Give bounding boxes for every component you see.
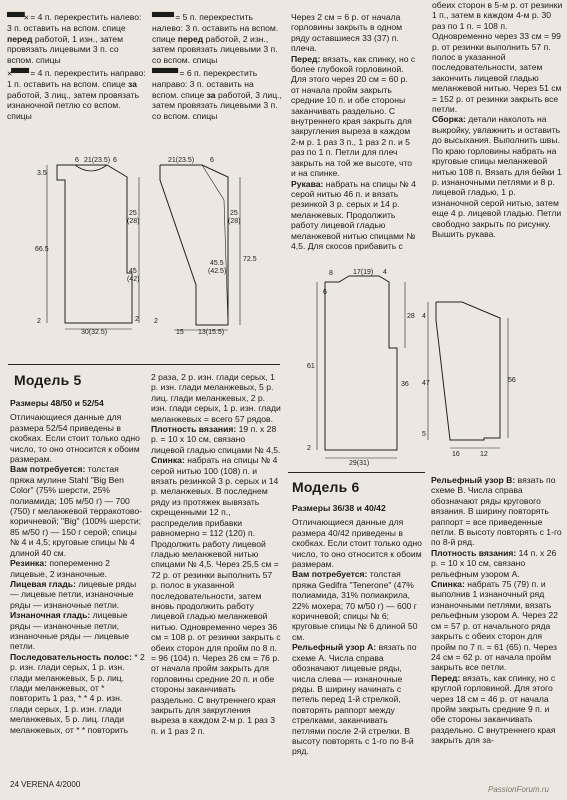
dim-label: 45 — [129, 268, 137, 275]
dim-label: 4 — [422, 313, 426, 320]
pattern-diagram-sleeve-2 — [420, 290, 515, 460]
dim-label: 16 — [452, 451, 460, 458]
dim-label: 25 — [129, 210, 137, 217]
model-6-title: Модель 6 — [292, 479, 360, 495]
cable-symbol-icon: ✕▀▀▀▀ — [7, 69, 28, 80]
model-6-col-1: Размеры 36/38 и 40/42 Отличающиеся данные для размера 40/42 приведены в скобках. Если стоит только одно число, то оно относится к обоим размерам. Вам потребуется: толстая пряжа Gedifra "Tenerone" (47% полиамида, 31% полиакрила, 22% мохера; 70 м/50 г) — 600 г коричневой; спицы № 6; круговые спицы № 6 длиной 50 см. Рельефный узор A: вязать по схеме A. Числа справа обозначают лицевые ряды, числа слева — изнаночные ряды. В ширину начинать с петель перед 1-й стрелкой, повторять раппорт между стрелками, заканчивать петлями после 2-й стрелки. В высоту повторять с 1-го по 8-й ряд. — [292, 503, 422, 757]
dim-label: 47 — [422, 380, 430, 387]
dim-label: 15 — [176, 329, 184, 336]
cable-symbol-icon: ▀▀▀▀✕ — [7, 13, 28, 23]
dim-label: 21(23.5) — [84, 157, 111, 164]
dim-label: (28) — [127, 218, 140, 225]
cable-legend-4: ▀▀▀▀▀▀ = 6 п. перекрестить направо: 3 п. оставить на вспом. спице за работой, 3 лиц., затем провязать лицевыми 3 п. со вспом. спицы — [152, 68, 282, 121]
model-5-col-1: Размеры 48/50 и 52/54 Отличающиеся данные для размера 52/54 приведены в скобках. Если стоит только одно число, то оно относится к обоим размерам. Вам потребуется: толстая пряжа мулине Stahl "Big Ben Color" (75% шерсти, 25% полиамида; 105 м/50 г) — 700 (750) г меланжевой терракотово-коричневой; "Big" (100% шерсти; 85 м/50 г) — 150 г серой; спицы № 4 и 4,5; круговые спицы № 4 длиной 40 см. Резинка: попеременно 2 лицевые, 2 изнаночные. Лицевая гладь: лицевые ряды — лицевые петли, изнаночные ряды — изнаночные петли. Изнаночная гладь: лицевые ряды — изнаночные петли, изнаночные ряды — лицевые петли. Последовательность полос: * 2 р. изн. глади серых, 1 р. изн. глади меланжевых, 5 р. лиц. глади меланжевых, от * повторить 1 раз, * * 4 р. изн. глади серых, 1 р. изн. глади меланжевых, 5 р. лиц. глади меланжевых, от * * повторить — [10, 398, 145, 735]
model-5-title: Модель 5 — [14, 372, 82, 388]
pattern-diagram-body — [35, 155, 150, 335]
dim-label: 66.5 — [35, 246, 49, 253]
cable-legend-2: ✕▀▀▀▀ = 4 п. перекрестить направо: 1 п. оставить на вспом. спице за работой, 3 лиц., затем провязать изнаночной петлю со вспом. спицы — [7, 68, 146, 121]
dim-label: 56 — [508, 377, 516, 384]
dim-label: 4 — [383, 269, 387, 276]
dim-label: 2 — [154, 318, 158, 325]
dim-label: 2 — [307, 445, 311, 452]
dim-label: 61 — [307, 363, 315, 370]
dim-label: 13(15.5) — [198, 329, 225, 336]
dim-label: 5 — [422, 431, 426, 438]
dim-label: 2 — [37, 318, 41, 325]
cable-symbol-icon: ▀▀▀▀▀ — [152, 13, 173, 23]
dim-label: 17(19) — [353, 269, 374, 276]
dim-label: 6 — [210, 157, 214, 164]
watermark: PassionForum.ru — [488, 785, 549, 794]
top-col-1 — [7, 12, 147, 121]
section-divider — [8, 364, 280, 365]
dim-label: 6 — [75, 157, 79, 164]
page-footer: 24 VERENA 4/2000 — [10, 780, 81, 789]
pattern-diagram-sleeve — [152, 155, 277, 335]
dim-label: 28 — [407, 313, 415, 320]
dim-label: 72.5 — [243, 256, 257, 263]
dim-label: 6 — [113, 157, 117, 164]
dim-label: (42.5) — [208, 268, 227, 275]
dim-label: 29(31) — [349, 460, 370, 467]
dim-label: (42) — [127, 276, 140, 283]
dim-label: 21(23.5) — [168, 157, 195, 164]
dim-label: 30(32.5) — [81, 329, 108, 336]
dim-label: 12 — [480, 451, 488, 458]
dim-label: 36 — [401, 381, 409, 388]
dim-label: 25 — [230, 210, 238, 217]
cable-symbol-icon: ▀▀▀▀▀▀ — [152, 69, 178, 80]
dim-label: 3.5 — [37, 170, 47, 177]
top-col-2 — [152, 12, 282, 121]
dim-label: 8 — [329, 270, 333, 277]
pattern-diagram-body-2 — [305, 268, 430, 466]
model-5-col-2: 2 раза, 2 р. изн. глади серых, 1 р. изн. глади меланжевых, 5 р. лиц. глади меланжевых, 2 р. изн. глади серых, 1 р. изн. глади меланжевых = всего 57 рядов. Плотность вязания: 19 п. x 28 р. = 10 x 10 см, связано лицевой гладью спицами № 4,5. Спинка: набрать на спицы № 4 серой нитью 100 (108) п. и вязать резинкой 3 р. серых и 14 р. меланжевых. В последнем ряду из протяжек вывязать скрещенными 12 п., распределив прибавки равномерно = 112 (120) п. Продолжить работу лицевой гладью меланжевой нитью спицами № 4,5. Через 25,5 см = 72 р. от резинки выполнить 57 р. полос в указанной последовательности, затем вновь продолжить работу лицевой гладью меланжевой нитью. Одновременно через 36 см = 108 р. от резинки закрыть с обеих сторон для пройм по 8 п. = 96 (104) п. Через 26 см = 76 р. от начала пройм закрыть для горловины средние 20 п. и обе стороны заканчивать раздельно. С внутреннего края закрыть для закругления выреза в каждом 2-м р. 1 раз 3 п. и 1 раз 2 п. — [151, 372, 281, 736]
dim-label: (28) — [228, 218, 241, 225]
cable-legend-1: ▀▀▀▀✕ = 4 п. перекрестить налево: 3 п. оставить на вспом. спице перед работой, 1 изн., затем провязать лицевыми 3 п. со вспом. спицы — [7, 12, 142, 65]
top-col-4: обеих сторон в 5-м р. от резинки 1 п., затем в каждом 4-м р. 30 раз по 1 п. = 108 п. Одновременно через 33 см = 99 р. от резинки выполнить 57 п. полос в указанной последовательности, затем закончить лицевой гладью меланжевой нитью. Через 51 см = 152 р. от резинки закрыть все петли. Сборка: детали наколоть на выкройку, увлажнить и оставить до высыхания. Выполнить швы. По краю горловины набрать на круговые спицы меланжевой нитью 108 п. Вязать для бейки 1 р. изнаночными петлями и 8 р. лицевой гладью, 1 р. изнаночной серой нитью, затем еще 4 р. лицевой гладью. Петли свободно закрыть по рисунку. Вышить рукава. — [432, 0, 563, 239]
top-col-3: Через 2 см = 6 р. от начала горловины закрыть в одном ряду оставшиеся 33 (37) п. плеча. Перед: вязать, как спинку, но с более глубокой горловиной. Для этого через 20 см = 60 р. от начала пройм закрыть средние 10 п. и обе стороны заканчивать раздельно. С внутреннего края закрыть для закругления выреза в каждом 2-м р. 1 раз 3 п., 1 раз 2 п. и 5 раз по 1 п. Петли для плеч закрыть на той же высоте, что и на спинке. Рукава: набрать на спицы № 4 серой нитью 46 п. и вязать резинкой 3 р. серых и 14 р. меланжевых. Продолжить работу лицевой гладью меланжевой нитью спицами № 4,5. Для скосов прибавить с — [291, 12, 416, 251]
dim-label: 6 — [323, 289, 327, 296]
cable-legend-3: ▀▀▀▀▀ = 5 п. перекрестить налево: 3 п. оставить на вспом. спице перед работой, 2 изн., затем провязать лицевыми 3 п. со вспом. спицы — [152, 12, 279, 65]
section-divider — [288, 472, 425, 473]
dim-label: 45.5 — [210, 260, 224, 267]
model-6-col-2: Рельефный узор B: вязать по схеме B. Числа справа обозначают ряды кругового вязания. В ширину повторять раппорт = все приведенные петли. В высоту повторять с 1-го по 8-й ряд. Плотность вязания: 14 п. x 26 р. = 10 x 10 см, связано рельефным узором A. Спинка: набрать 75 (79) п. и выполнив 1 изнаночный ряд изнаночными петлями, вязать рельефным узором A. Через 22 см = 57 р. от начального ряда закрыть с обеих сторон для пройм по 7 п. = 61 (65) п. Через 24 см = 62 р. от начала пройм закрыть все петли. Перед: вязать, как спинку, но с круглой горловиной. Для этого через 18 см = 46 р. от начала пройм закрыть средние 9 п. и обе стороны заканчивать раздельно. С внутреннего края закрыть для за- — [431, 475, 562, 746]
dim-label: 2 — [135, 316, 139, 323]
